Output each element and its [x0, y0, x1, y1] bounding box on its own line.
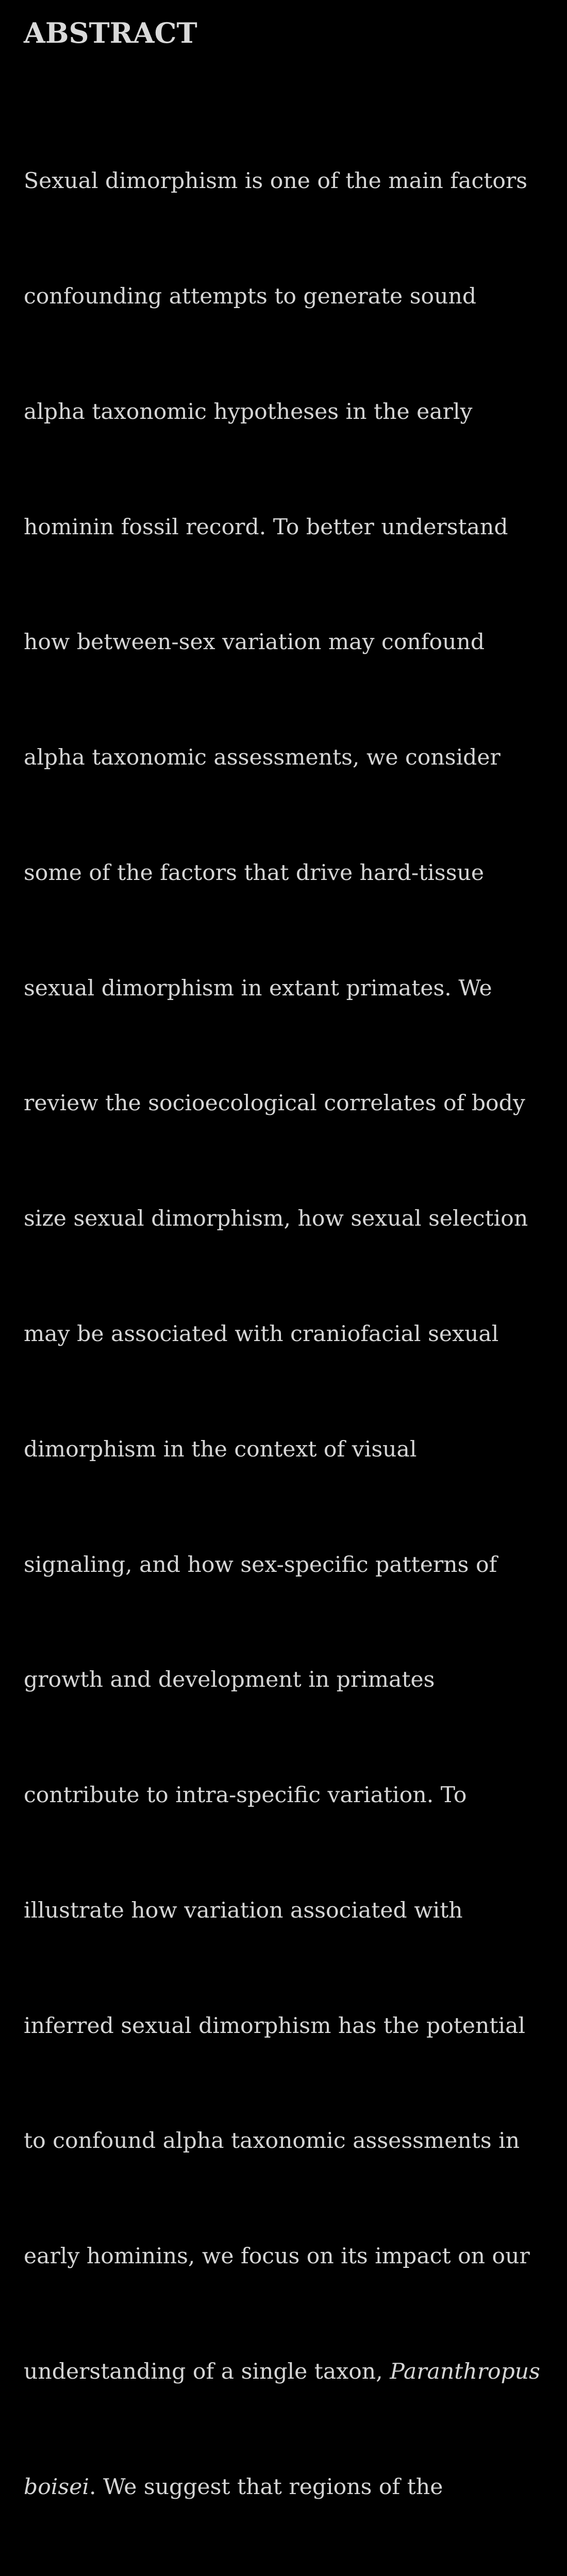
abstract-line: hominin fossil record. To better understand [24, 514, 508, 540]
abstract-line: growth and development in primates [24, 1667, 435, 1693]
abstract-line: may be associated with craniofacial sexual [24, 1321, 499, 1347]
abstract-line: sexual dimorphism in extant primates. We [24, 975, 492, 1001]
abstract-line: signaling, and how sex-specific patterns of [24, 1552, 497, 1578]
abstract-line: how between-sex variation may confound [24, 630, 485, 655]
abstract-line-taxon [24, 2353, 560, 2392]
abstract-line: illustrate how variation associated with [24, 1897, 463, 1923]
abstract-text: . We suggest that regions of the [89, 2474, 443, 2500]
abstract-line: review the socioecological correlates of body [24, 1091, 525, 1116]
abstract-line: dimorphism in the context of visual [24, 1436, 417, 1462]
abstract-line: size sexual dimorphism, how sexual selection [24, 1206, 528, 1232]
abstract-line: Sexual dimorphism is one of the main factors [24, 168, 528, 194]
abstract-line: alpha taxonomic assessments, we consider [24, 745, 501, 771]
abstract-line: early hominins, we focus on its impact on our [24, 2244, 530, 2269]
abstract-line: some of the factors that drive hard-tissue [24, 860, 485, 886]
abstract-line-taxon [24, 2468, 560, 2507]
abstract-line: alpha taxonomic hypotheses in the early [24, 399, 473, 425]
taxon-genus: Paranthropus [390, 2359, 540, 2385]
abstract-line: confounding attempts to generate sound [24, 283, 477, 309]
abstract-line: inferred sexual dimorphism has the potential [24, 2013, 526, 2039]
abstract-line: to confound alpha taxonomic assessments in [24, 2128, 520, 2154]
abstract-body [24, 86, 560, 2576]
abstract-text: understanding of a single taxon, [24, 2359, 390, 2385]
abstract-heading: ABSTRACT [24, 16, 197, 49]
taxon-species: boisei [24, 2474, 89, 2500]
abstract-line: contribute to intra-specific variation. To [24, 1783, 467, 1808]
